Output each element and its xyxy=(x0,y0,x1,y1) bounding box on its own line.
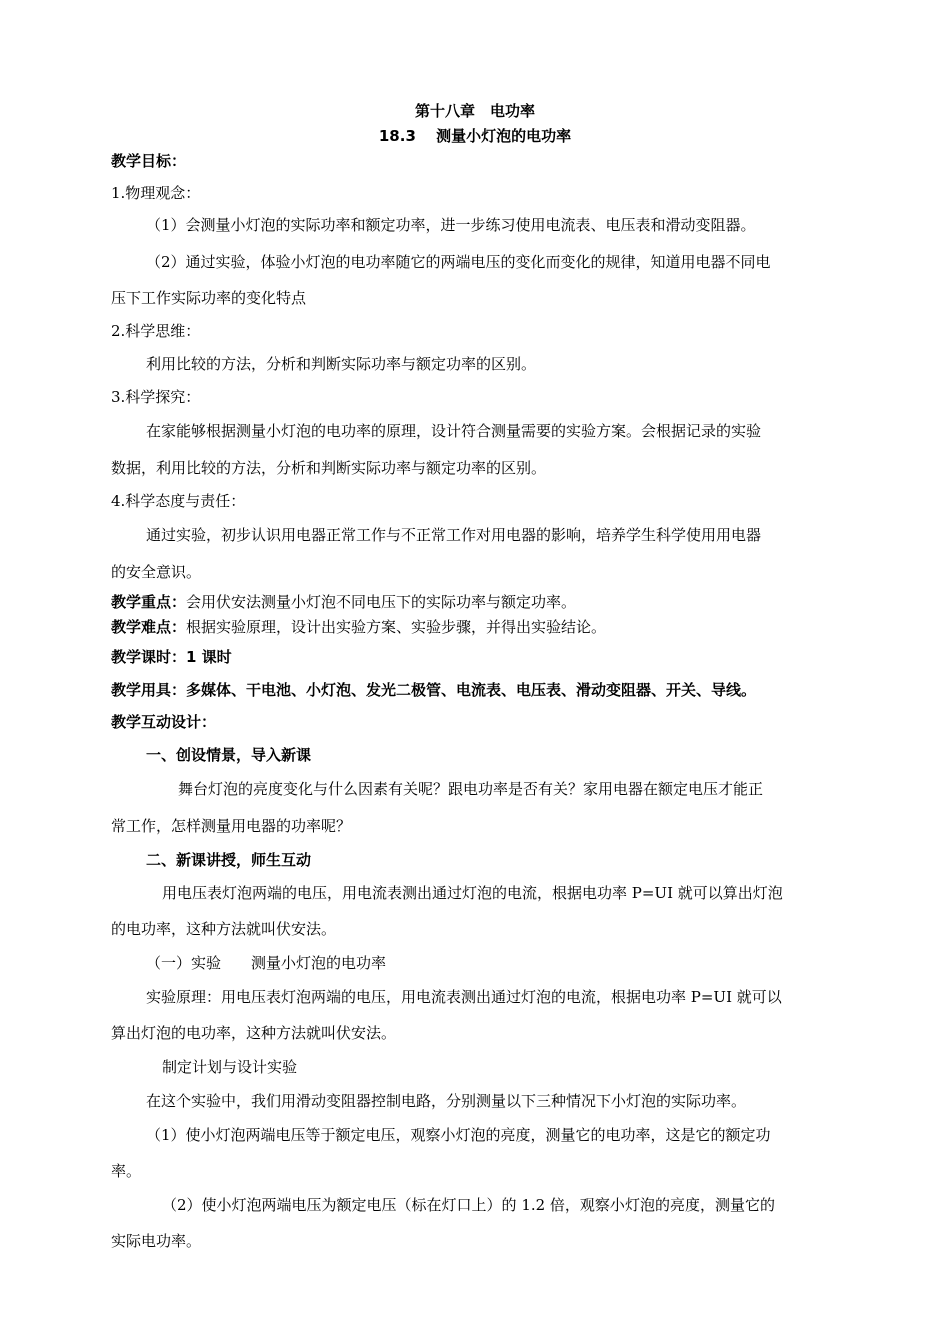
goal4-heading: 4.科学态度与责任： xyxy=(111,492,246,510)
class-hours: 教学课时：1 课时 xyxy=(111,648,232,666)
step1-line2: 率。 xyxy=(111,1162,142,1180)
difficulty-point xyxy=(111,617,606,637)
goal1-item2-line2: 压下工作实际功率的变化特点 xyxy=(111,289,307,307)
part1-line1: 舞台灯泡的亮度变化与什么因素有关呢？跟电功率是否有关？家用电器在额定电压才能正 xyxy=(178,780,764,798)
goal3-line2: 数据，利用比较的方法，分析和判断实际功率与额定功率的区别。 xyxy=(111,459,547,477)
difficulty-label: 教学难点： xyxy=(111,618,187,636)
step2-line2: 实际电功率。 xyxy=(111,1232,202,1250)
principle-line2: 算出灯泡的电功率，这种方法就叫伏安法。 xyxy=(111,1024,397,1042)
goal1-item2-line1: （2）通过实验，体验小灯泡的电功率随它的两端电压的变化而变化的规律，知道用电器不同电 xyxy=(146,253,771,271)
part1-heading: 一、创设情景，导入新课 xyxy=(146,746,312,764)
teaching-tools: 教学用具：多媒体、干电池、小灯泡、发光二极管、电流表、电压表、滑动变阻器、开关、导线。 xyxy=(111,681,757,699)
part2-heading: 二、新课讲授，师生互动 xyxy=(146,851,312,869)
goal2-heading: 2.科学思维： xyxy=(111,322,201,340)
goal3-heading: 3.科学探究： xyxy=(111,388,201,406)
difficulty-text: 根据实验原理，设计出实验方案、实验步骤，并得出实验结论。 xyxy=(186,618,607,636)
goal1-heading: 1.物理观念： xyxy=(111,184,201,202)
step2-line1: （2）使小灯泡两端电压为额定电压（标在灯口上）的 1.2 倍，观察小灯泡的亮度，测量它的 xyxy=(162,1196,775,1214)
plan-heading: 制定计划与设计实验 xyxy=(162,1058,298,1076)
step1-line1: （1）使小灯泡两端电压等于额定电压，观察小灯泡的亮度，测量它的电功率，这是它的额定功 xyxy=(146,1126,771,1144)
goal1-item1: （1）会测量小灯泡的实际功率和额定功率，进一步练习使用电流表、电压表和滑动变阻器。 xyxy=(146,216,756,234)
chapter-title: 第十八章 电功率 xyxy=(414,102,535,120)
design-heading: 教学互动设计： xyxy=(111,713,217,731)
goal2-text: 利用比较的方法，分析和判断实际功率与额定功率的区别。 xyxy=(146,355,537,373)
key-point-label: 教学重点： xyxy=(111,593,187,611)
goals-heading: 教学目标： xyxy=(111,152,187,170)
part1-line2: 常工作，怎样测量用电器的功率呢？ xyxy=(111,817,352,835)
key-point-text: 会用伏安法测量小灯泡不同电压下的实际功率与额定功率。 xyxy=(186,593,577,611)
plan-text: 在这个实验中，我们用滑动变阻器控制电路，分别测量以下三种情况下小灯泡的实际功率。 xyxy=(146,1092,747,1110)
experiment-heading: （一）实验 测量小灯泡的电功率 xyxy=(146,954,387,972)
key-point xyxy=(111,592,576,612)
part2-line1: 用电压表灯泡两端的电压，用电流表测出通过灯泡的电流，根据电功率 P=UI 就可以算出灯泡 xyxy=(162,884,783,902)
goal4-line2: 的安全意识。 xyxy=(111,563,202,581)
goal3-line1: 在家能够根据测量小灯泡的电功率的原理，设计符合测量需要的实验方案。会根据记录的实验 xyxy=(146,422,762,440)
part2-line2: 的电功率，这种方法就叫伏安法。 xyxy=(111,920,337,938)
principle-line1: 实验原理：用电压表灯泡两端的电压，用电流表测出通过灯泡的电流，根据电功率 P=UI 就可以 xyxy=(146,988,782,1006)
section-title: 18.3 测量小灯泡的电功率 xyxy=(378,127,572,145)
goal4-line1: 通过实验，初步认识用电器正常工作与不正常工作对用电器的影响，培养学生科学使用用电器 xyxy=(146,526,762,544)
